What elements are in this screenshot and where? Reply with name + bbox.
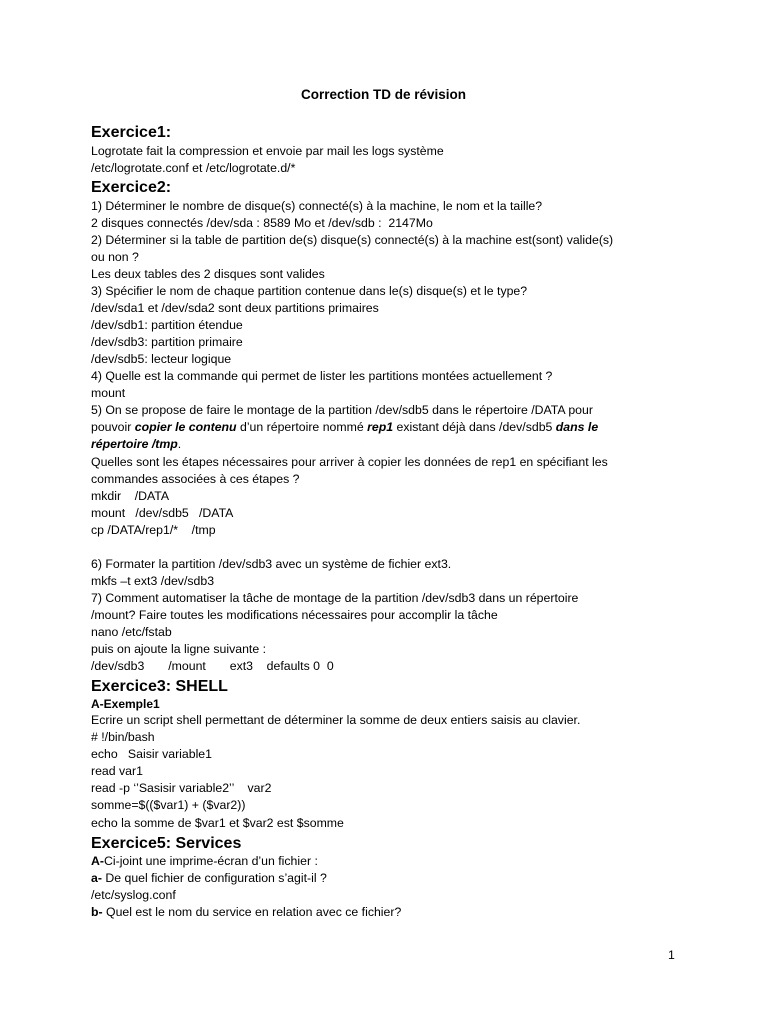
emphasis-span: rep1 xyxy=(367,420,394,434)
text-line: /dev/sdb1: partition étendue xyxy=(91,318,243,332)
text-span: existant déjà dans /dev/sdb5 xyxy=(393,420,556,434)
emphasis-span: répertoire /tmp xyxy=(91,437,178,451)
exercise1-heading: Exercice1: xyxy=(91,124,172,141)
example-subheading: A-Exemple1 xyxy=(91,697,160,711)
code-line: read -p ‘’Sasisir variable2’’ var2 xyxy=(91,781,272,795)
text-line: /etc/logrotate.conf et /etc/logrotate.d/* xyxy=(91,161,296,175)
text-line: /dev/sda1 et /dev/sda2 sont deux partitions primaires xyxy=(91,301,379,315)
text-line: 3) Spécifier le nom de chaque partition contenue dans le(s) disque(s) et le type? xyxy=(91,284,528,298)
text-line: /mount? Faire toutes les modifications nécessaires pour accomplir la tâche xyxy=(91,608,498,622)
text-line: puis on ajoute la ligne suivante : xyxy=(91,642,267,656)
code-line: cp /DATA/rep1/* /tmp xyxy=(91,523,216,537)
exercise5-heading: Exercice5: Services xyxy=(91,835,242,852)
page-number: 1 xyxy=(668,948,675,962)
code-line: nano /etc/fstab xyxy=(91,625,172,639)
text-line: Logrotate fait la compression et envoie par mail les logs système xyxy=(91,144,444,158)
text-line: 1) Déterminer le nombre de disque(s) connecté(s) à la machine, le nom et la taille? xyxy=(91,199,543,213)
text-line: Ecrire un script shell permettant de déterminer la somme de deux entiers saisis au clavier. xyxy=(91,713,581,727)
code-line: echo Saisir variable1 xyxy=(91,747,212,761)
text-line: 7) Comment automatiser la tâche de montage de la partition /dev/sdb3 dans un répertoire xyxy=(91,591,579,605)
text-line-mixed xyxy=(91,870,327,887)
text-line: 5) On se propose de faire le montage de la partition /dev/sdb5 dans le répertoire /DATA pour xyxy=(91,403,593,417)
text-line: Les deux tables des 2 disques sont valides xyxy=(91,267,325,281)
text-line-mixed xyxy=(91,853,318,870)
text-line-mixed xyxy=(91,436,181,453)
emphasis-span: dans le xyxy=(555,420,599,434)
text-line: mount xyxy=(91,386,126,400)
code-line: /etc/syslog.conf xyxy=(91,888,176,902)
text-span: Quel est le nom du service en relation avec ce fichier? xyxy=(106,905,402,919)
exercise2-heading: Exercice2: xyxy=(91,179,172,196)
text-line-mixed xyxy=(91,904,401,921)
code-line: mkfs –t ext3 /dev/sdb3 xyxy=(91,574,215,588)
text-line: /dev/sdb3: partition primaire xyxy=(91,335,243,349)
text-span: De quel fichier de configuration s’agit-il ? xyxy=(105,871,327,885)
code-line: /dev/sdb3 /mount ext3 defaults 0 0 xyxy=(91,659,334,673)
text-line: 6) Formater la partition /dev/sdb3 avec un système de fichier ext3. xyxy=(91,557,452,571)
text-line: ou non ? xyxy=(91,250,139,264)
text-line: /dev/sdb5: lecteur logique xyxy=(91,352,232,366)
code-line: mount /dev/sdb5 /DATA xyxy=(91,506,234,520)
text-span: pouvoir xyxy=(91,420,135,434)
document-title: Correction TD de révision xyxy=(300,87,467,102)
exercise3-heading: Exercice3: SHELL xyxy=(91,678,228,695)
emphasis-span: copier le contenu xyxy=(134,420,237,434)
text-line: commandes associées à ces étapes ? xyxy=(91,472,300,486)
text-span: . xyxy=(177,437,182,451)
code-line: mkdir /DATA xyxy=(91,489,170,503)
text-span: Ci-joint une imprime-écran d’un fichier : xyxy=(103,854,318,868)
item-label: a- xyxy=(91,871,106,885)
text-line: Quelles sont les étapes nécessaires pour arriver à copier les données de rep1 en spécifiant les xyxy=(91,455,608,469)
text-span: d’un répertoire nommé xyxy=(236,420,368,434)
text-line: 2 disques connectés /dev/sda : 8589 Mo et /dev/sdb : 2147Mo xyxy=(91,216,433,230)
code-line: echo la somme de $var1 et $var2 est $somme xyxy=(91,816,344,830)
text-line: 2) Déterminer si la table de partition de(s) disque(s) connecté(s) à la machine est(sont) valide(s) xyxy=(91,233,614,247)
text-line-mixed xyxy=(91,419,598,436)
item-label: A- xyxy=(91,854,104,868)
code-line: # !/bin/bash xyxy=(91,730,155,744)
text-line: 4) Quelle est la commande qui permet de lister les partitions montées actuellement ? xyxy=(91,369,553,383)
code-line: read var1 xyxy=(91,764,143,778)
item-label: b- xyxy=(91,905,107,919)
code-line: somme=$(($var1) + ($var2)) xyxy=(91,798,246,812)
